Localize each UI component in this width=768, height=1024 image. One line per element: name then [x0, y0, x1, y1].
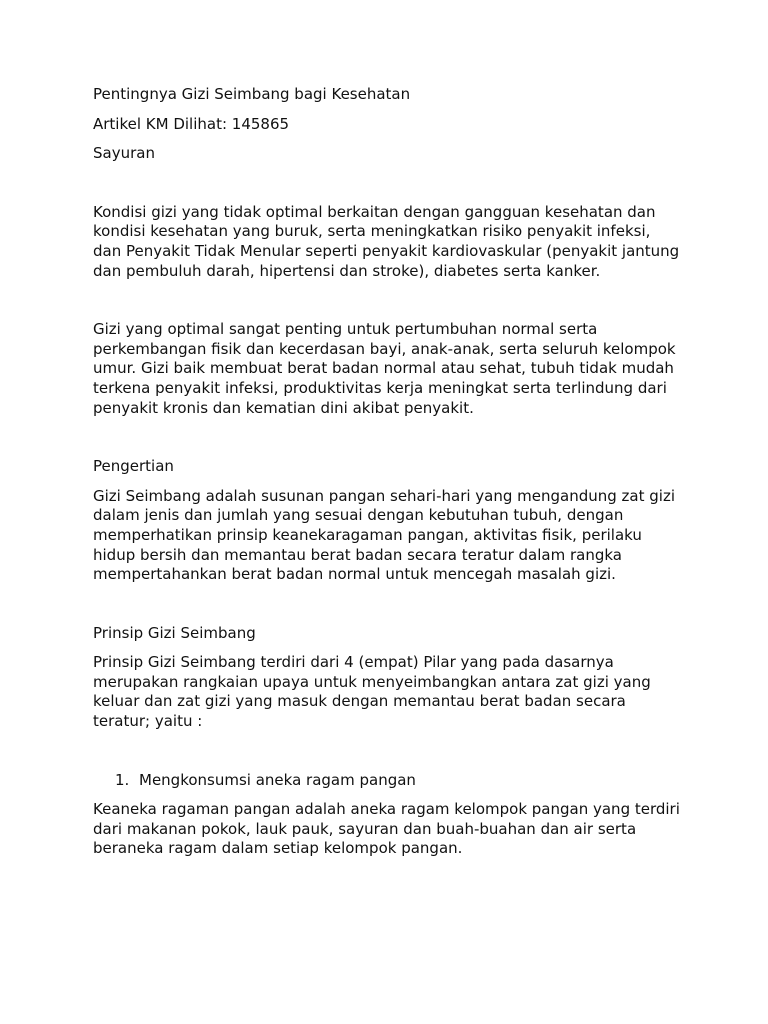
paragraph-pengertian: Gizi Seimbang adalah susunan pangan sehari-hari yang mengandung zat gizi dalam jenis dan jumlah yang sesuai dengan kebutuhan tubuh, dengan memperhatikan prinsip keanekaragaman pangan, aktivitas fisik, perilaku hidup bersih dan memantau berat badan secara teratur dalam rangka mempertahankan berat badan normal untuk mencegah masalah gizi. [93, 486, 675, 584]
paragraph-keanekaragaman: Keaneka ragaman pangan adalah aneka ragam kelompok pangan yang terdiri dari makanan pokok, lauk pauk, sayuran dan buah-buahan dan air serta beraneka ragam dalam setiap kelompok pangan. [93, 800, 680, 858]
document-title: Pentingnya Gizi Seimbang bagi Kesehatan [93, 85, 411, 103]
document-page [93, 85, 683, 859]
list-item-text: Mengkonsumsi aneka ragam pangan [139, 770, 416, 789]
pillar-list [93, 771, 683, 791]
paragraph-prinsip: Prinsip Gizi Seimbang terdiri dari 4 (empat) Pilar yang pada dasarnya merupakan rangkaian upaya untuk menyeimbangkan antara zat gizi yang keluar dan zat gizi yang masuk dengan memantau berat badan secara teratur; yaitu : [93, 653, 651, 731]
heading-pengertian: Pengertian [93, 457, 174, 476]
paragraph-health-conditions: Kondisi gizi yang tidak optimal berkaitan dengan gangguan kesehatan dan kondisi kesehatan yang buruk, serta meningkatkan risiko penyakit infeksi, dan Penyakit Tidak Menular seperti penyakit kardiovaskular (penyakit jantung dan pembuluh darah, hipertensi dan stroke), diabetes serta kanker. [93, 202, 680, 280]
list-item [93, 771, 683, 791]
list-item-number: 1. [115, 770, 130, 789]
article-meta: Artikel KM Dilihat: 145865 [93, 114, 290, 133]
paragraph-optimal-nutrition: Gizi yang optimal sangat penting untuk pertumbuhan normal serta perkembangan fisik dan kecerdasan bayi, anak-anak, serta seluruh kelompok umur. Gizi baik membuat berat badan normal atau sehat, tubuh tidak mudah terkena penyakit infeksi, produktivitas kerja meningkat serta terlindung dari penyakit kronis dan kematian dini akibat penyakit. [93, 320, 676, 417]
category-label: Sayuran [93, 144, 155, 163]
heading-prinsip: Prinsip Gizi Seimbang [93, 623, 256, 642]
